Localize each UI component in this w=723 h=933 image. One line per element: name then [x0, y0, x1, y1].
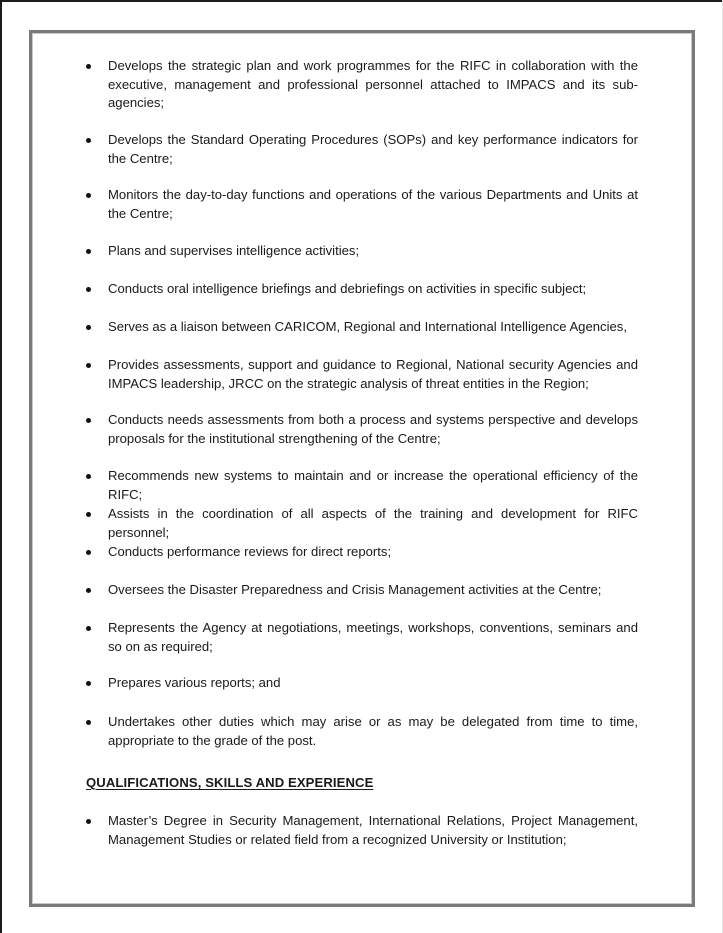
list-item-text: Conducts performance reviews for direct reports;: [108, 544, 392, 559]
list-item-text: Represents the Agency at negotiations, meetings, workshops, conventions, seminars and so on as required;: [108, 620, 638, 654]
bullet-icon: [86, 626, 91, 631]
list-item-text: Conducts oral intelligence briefings and debriefings on activities in specific subject;: [108, 281, 587, 296]
bullet-icon: [86, 249, 91, 254]
bullet-icon: [86, 819, 91, 824]
bullet-icon: [86, 138, 91, 143]
list-item: [86, 812, 638, 849]
qualifications-heading: QUALIFICATIONS, SKILLS AND EXPERIENCE: [86, 775, 374, 790]
list-item: [86, 467, 638, 504]
list-item: [86, 713, 638, 750]
list-item-text: Prepares various reports; and: [108, 675, 281, 690]
list-item: [86, 619, 638, 656]
list-item-text: Oversees the Disaster Preparedness and Crisis Management activities at the Centre;: [108, 582, 602, 597]
list-item: [86, 543, 638, 562]
list-item: [86, 581, 638, 600]
list-item-text: Undertakes other duties which may arise or as may be delegated from time to time, appropriate to the grade of the post.: [108, 714, 638, 748]
bullet-icon: [86, 418, 91, 423]
list-item-text: Monitors the day-to-day functions and operations of the various Departments and Units at the Centre;: [108, 187, 638, 221]
list-item-text: Recommends new systems to maintain and or increase the operational efficiency of the RIFC;: [108, 468, 638, 502]
screen-edge-left: [0, 0, 2, 933]
list-item: [86, 242, 638, 261]
list-item: [86, 186, 638, 223]
list-item: [86, 131, 638, 168]
list-item-text: Develops the Standard Operating Procedures (SOPs) and key performance indicators for the Centre;: [108, 132, 638, 166]
bullet-icon: [86, 512, 91, 517]
list-item: [86, 318, 638, 337]
bullet-icon: [86, 681, 91, 686]
list-item-text: Provides assessments, support and guidance to Regional, National security Agencies and IMPACS leadership, JRCC on the strategic analysis of threat entities in the Region;: [108, 357, 638, 391]
list-item-text: Conducts needs assessments from both a process and systems perspective and develops proposals for the institutional strengthening of the Centre;: [108, 412, 638, 446]
list-item: [86, 411, 638, 448]
list-item: [86, 674, 638, 693]
bullet-icon: [86, 720, 91, 725]
list-item-text: Assists in the coordination of all aspects of the training and development for RIFC personnel;: [108, 506, 638, 540]
list-item-text: Develops the strategic plan and work programmes for the RIFC in collaboration with the executive, management and professional personnel attached to IMPACS and its sub-agencies;: [108, 58, 638, 110]
bullet-icon: [86, 363, 91, 368]
list-item-text: Serves as a liaison between CARICOM, Regional and International Intelligence Agencies,: [108, 319, 627, 334]
bullet-icon: [86, 64, 91, 69]
list-item-text: Master’s Degree in Security Management, International Relations, Project Management, Management Studies or related field from a recognized University or Institution;: [108, 813, 638, 847]
bullet-icon: [86, 550, 91, 555]
list-item: [86, 505, 638, 542]
bullet-icon: [86, 474, 91, 479]
list-item-text: Plans and supervises intelligence activities;: [108, 243, 360, 258]
list-item: [86, 280, 638, 299]
bullet-icon: [86, 287, 91, 292]
bullet-icon: [86, 193, 91, 198]
bullet-icon: [86, 588, 91, 593]
bullet-icon: [86, 325, 91, 330]
list-item: [86, 57, 638, 113]
list-item: [86, 356, 638, 393]
screen-edge-top: [0, 0, 723, 2]
